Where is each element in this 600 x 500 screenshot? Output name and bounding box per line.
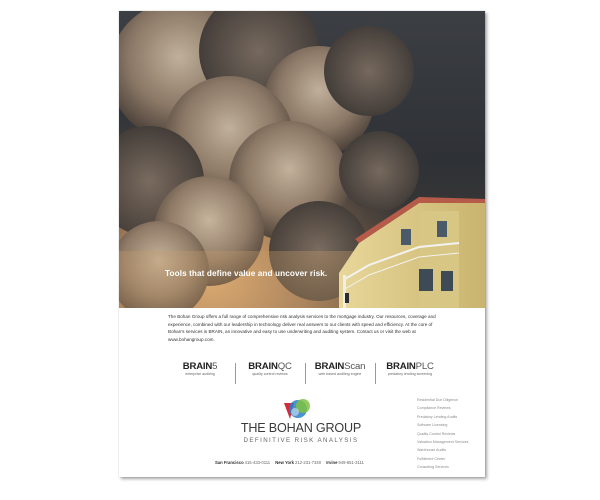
product-suffix: QC (277, 361, 292, 372)
office-phone: 415-433-0111 (244, 460, 271, 465)
product-subtitle: web based auditing engine (318, 372, 362, 376)
hero-tagline: Tools that define value and uncover risk. (165, 269, 328, 278)
product-name: BRAIN (248, 361, 278, 372)
product-subtitle: enterprise auditing (185, 372, 215, 376)
office-phone: 949-651-3111 (338, 460, 364, 465)
product-suffix: Scan (344, 361, 366, 372)
office-phone: 212-231-7340 (294, 460, 322, 465)
product-name: BRAIN (182, 361, 213, 372)
product-name: BRAIN (314, 361, 345, 372)
service-item: Residential Due Diligence (417, 398, 459, 402)
product-subtitle: predatory lending screening (387, 372, 433, 376)
bohan-logo-icon (280, 397, 314, 423)
body-text: The Bohan Group offers a full range of comprehensive risk analysis services to the mortgage industry. Our resources, coverage and experience, combined with our leadership in technology deliver real answers to our clients with speed and efficiency. At the core of Bohan's services is BRAIN, an innovative and easy to use underwriting and auditing system. Contact us or visit the web at www.bohangroup.com. (168, 314, 436, 342)
advertisement-page (119, 11, 485, 477)
product-suffix: 5 (212, 361, 218, 372)
product-suffix: PLC (415, 361, 434, 372)
company-tagline: DEFINITIVE RISK ANALYSIS (243, 437, 359, 444)
office-city: Irvine (326, 460, 338, 465)
product-brainqc (235, 361, 305, 376)
services-list (417, 396, 483, 472)
service-item: Consulting Services (417, 465, 449, 470)
office-city: New York (275, 460, 294, 465)
product-row (165, 361, 445, 387)
product-brain5 (165, 361, 235, 376)
service-item: Valuation Management Services (417, 440, 469, 445)
product-brainplc (375, 361, 445, 376)
service-item: Quality Control Reviews (417, 431, 456, 436)
service-item: Compliance Reviews (417, 406, 451, 411)
service-item: Warehouse Audits (417, 448, 447, 453)
office-city: San Francisco (215, 460, 244, 465)
body-paragraph (168, 313, 438, 343)
hero-image (119, 11, 485, 308)
product-subtitle: quality control reviews (252, 372, 288, 376)
service-item: Fulfillment Center (417, 456, 446, 461)
product-brainscan (305, 361, 375, 376)
service-item: Software Licensing (417, 423, 448, 428)
company-name: THE BOHAN GROUP (240, 421, 362, 435)
product-name: BRAIN (386, 361, 416, 372)
service-item: Predatory Lending Audits (417, 414, 458, 419)
office-contacts (215, 460, 415, 465)
